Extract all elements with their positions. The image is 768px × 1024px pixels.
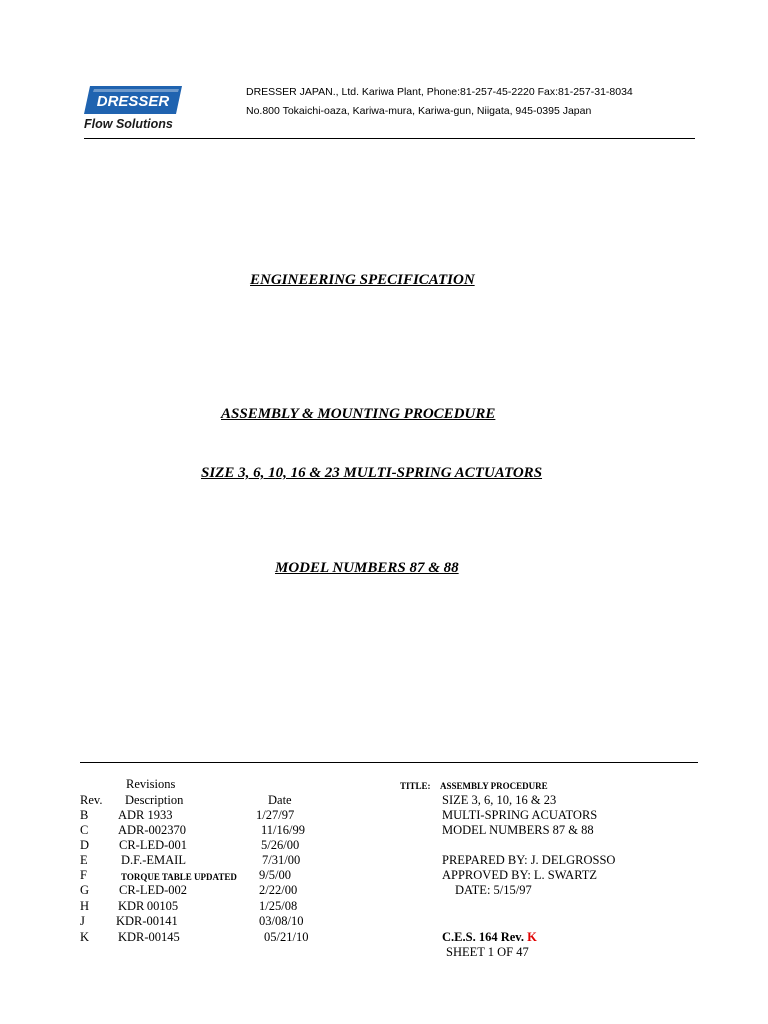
rev-desc: TORQUE TABLE UPDATED [121, 872, 237, 882]
rev-date: 05/21/10 [264, 930, 309, 944]
rev-desc: KDR-00145 [118, 930, 180, 944]
title-sizes: SIZE 3, 6, 10, 16 & 23 [442, 793, 557, 807]
rev-code: G [80, 883, 90, 897]
rev-desc: CR-LED-001 [119, 838, 188, 852]
heading-engineering-spec: ENGINEERING SPECIFICATION [250, 272, 475, 288]
logo-text: DRESSER [96, 93, 170, 110]
title-model-numbers: MODEL NUMBERS 87 & 88 [442, 823, 594, 837]
ces-label: C.E.S. 164 Rev. [442, 930, 524, 944]
rev-date: 11/16/99 [261, 823, 305, 837]
ces-number [442, 930, 537, 945]
sheet-number: SHEET 1 OF 47 [446, 945, 529, 959]
rev-date: 03/08/10 [259, 914, 304, 928]
rev-code: E [80, 853, 88, 867]
revisions-title: Revisions [126, 777, 176, 791]
rev-desc: ADR 1933 [118, 808, 173, 822]
header-divider [84, 138, 695, 139]
title-date: DATE: 5/15/97 [455, 883, 532, 897]
rev-code: K [80, 930, 90, 944]
rev-code: D [80, 838, 90, 852]
col-desc-header: Description [125, 793, 184, 807]
title-value: ASSEMBLY PROCEDURE [440, 781, 548, 791]
rev-date: 5/26/00 [261, 838, 300, 852]
rev-date: 9/5/00 [259, 868, 291, 882]
rev-desc: KDR-00141 [116, 914, 178, 928]
footer-divider [80, 762, 698, 763]
rev-desc: ADR-002370 [118, 823, 187, 837]
rev-code: B [80, 808, 89, 822]
logo-subtitle: Flow Solutions [84, 117, 173, 131]
heading-assembly: ASSEMBLY & MOUNTING PROCEDURE [221, 406, 496, 422]
heading-model-numbers: MODEL NUMBERS 87 & 88 [275, 560, 459, 576]
col-date-header: Date [268, 793, 292, 807]
rev-code: F [80, 868, 87, 882]
title-label: TITLE: [400, 781, 431, 791]
rev-desc: KDR 00105 [118, 899, 179, 913]
ces-revision: K [527, 930, 537, 944]
rev-code: J [80, 914, 85, 928]
rev-date: 7/31/00 [262, 853, 301, 867]
rev-code: C [80, 823, 89, 837]
rev-date: 1/25/08 [259, 899, 298, 913]
approved-by: APPROVED BY: L. SWARTZ [442, 868, 598, 882]
rev-code: H [80, 899, 90, 913]
prepared-by: PREPARED BY: J. DELGROSSO [442, 853, 616, 867]
col-rev-header: Rev. [80, 793, 103, 807]
heading-sizes: SIZE 3, 6, 10, 16 & 23 MULTI-SPRING ACTUATORS [201, 465, 543, 481]
company-address-line: No.800 Tokaichi-oaza, Kariwa-mura, Kariwa-gun, Niigata, 945-0395 Japan [246, 105, 592, 117]
rev-date: 1/27/97 [256, 808, 295, 822]
company-contact-line: DRESSER JAPAN., Ltd. Kariwa Plant, Phone:81-257-45-2220 Fax:81-257-31-8034 [246, 86, 633, 98]
rev-desc: D.F.-EMAIL [121, 853, 186, 867]
title-actuators: MULTI-SPRING ACUATORS [442, 808, 598, 822]
rev-desc: CR-LED-002 [119, 883, 188, 897]
rev-date: 2/22/00 [259, 883, 298, 897]
dresser-logo [84, 86, 182, 114]
